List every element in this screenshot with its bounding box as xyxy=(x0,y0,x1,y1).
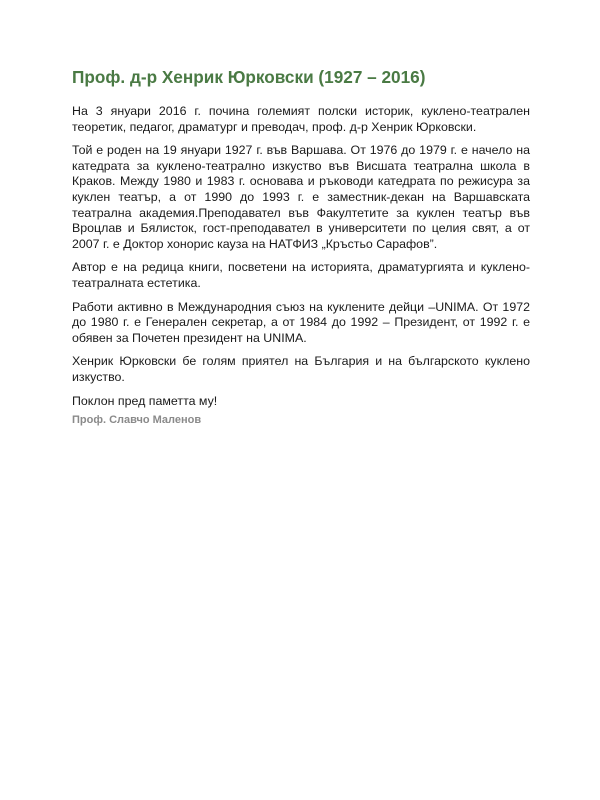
paragraph-unima: Работи активно в Международния съюз на куклените дейци –UNIMA. От 1972 до 1980 г. е Генерален секретар, а от 1984 до 1992 – Президент, от 1992 г. е обявен за Почетен президент на UNIMA. xyxy=(72,299,530,345)
closing-line: Поклон пред паметта му! xyxy=(72,393,218,408)
paragraph-author: Автор е на редица книги, посветени на историята, драматургията и куклено-театралната естетика. xyxy=(72,260,530,290)
page-title: Проф. д-р Хенрик Юрковски (1927 – 2016) xyxy=(72,67,426,87)
paragraph-friend: Хенрик Юрковски бе голям приятел на България и на българското куклено изкуство. xyxy=(72,354,530,384)
paragraph-intro: На 3 януари 2016 г. почина големият полски историк, кукленo-театрален теоретик, педагог, драматург и преводач, проф. д-р Хенрик Юрковски. xyxy=(72,104,530,134)
paragraph-biography: Той е роден на 19 януари 1927 г. във Варшава. От 1976 до 1979 г. е начело на катедрата за куклено-театрално изкуство във Висшата театрална школа в Краков. Между 1980 и 1983 г. основава и ръководи катедрата по режисура за куклен театър, а от 1990 до 1993 г. е заместник-декан на Варшавската театрална академия.Преподавател във Факултетите за куклен театър във Вроцлав и Бялисток, гост-преподавател в университети по целия свят, а от 2007 г. е Доктор хонорис кауза на НАТФИЗ „Кръстьо Сарафов”. xyxy=(72,143,530,251)
document-page xyxy=(72,66,530,427)
article-body xyxy=(72,104,530,427)
author-signature: Проф. Славчо Маленов xyxy=(72,414,202,427)
